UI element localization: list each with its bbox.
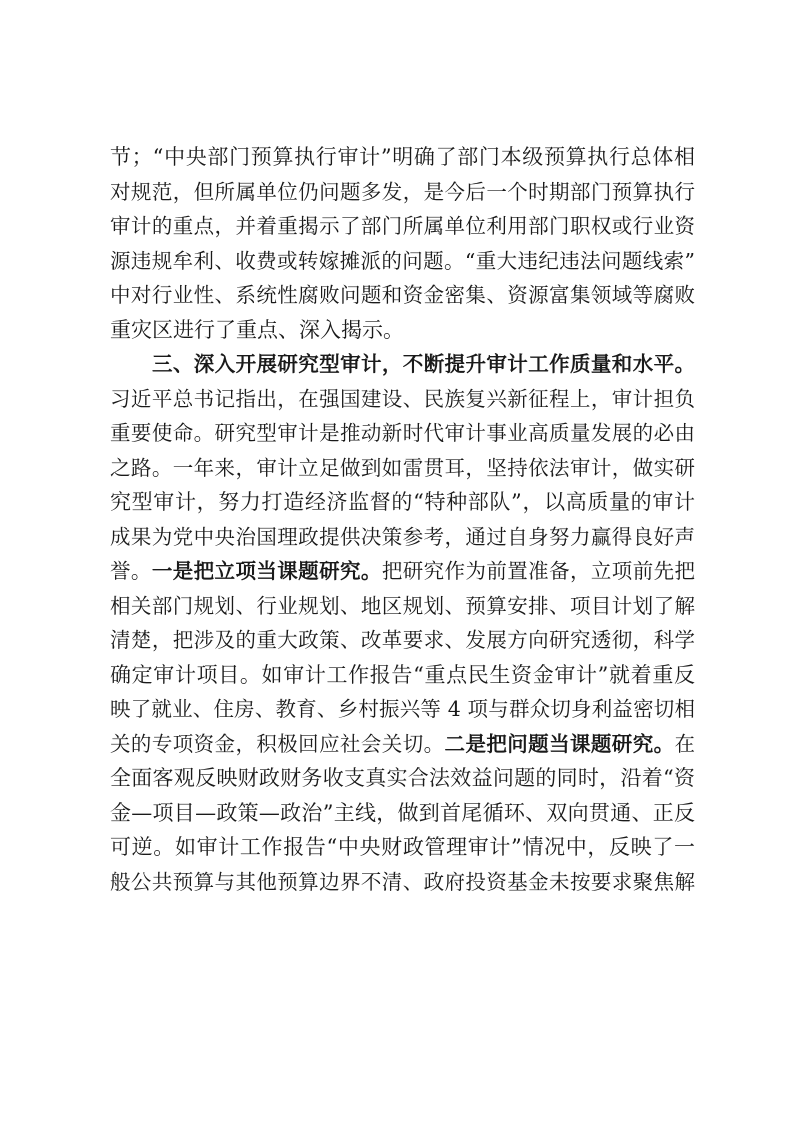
text-run: 全面客观反映财政财务收支真实合法效益问题的同时，沿着“资 xyxy=(110,766,695,790)
text-run: 中对行业性、系统性腐败问题和资金密集、资源富集领域等腐败 xyxy=(110,283,695,307)
text-line xyxy=(110,416,695,451)
text-line xyxy=(110,865,695,900)
text-line xyxy=(110,313,695,348)
text-run: 重灾区进行了重点、深入揭示。 xyxy=(110,317,404,342)
text-run: 映了就业、住房、教育、乡村振兴等 4 项与群众切身利益密切相 xyxy=(110,697,695,721)
text-run: 把研究作为前置准备，立项前先把 xyxy=(381,559,695,583)
bold-lead-phrase: 一是把立项当课题研究。 xyxy=(151,559,382,583)
text-run: 源违规牟利、收费或转嫁摊派的问题。“重大违纪违法问题线索” xyxy=(110,248,695,273)
text-run: 之路。一年来，审计立足做到如雷贯耳，坚持依法审计，做实研 xyxy=(110,455,695,480)
text-run: 相关部门规划、行业规划、地区规划、预算安排、项目计划了解 xyxy=(110,593,695,618)
text-line xyxy=(110,175,695,210)
document-body xyxy=(110,140,695,899)
text-line xyxy=(110,485,695,520)
text-line xyxy=(110,589,695,624)
text-run: 节；“中央部门预算执行审计”明确了部门本级预算执行总体相 xyxy=(110,145,695,169)
text-run: 习近平总书记指出，在强国建设、民族复兴新征程上，审计担负 xyxy=(110,386,695,411)
text-line xyxy=(110,244,695,279)
text-line xyxy=(110,554,695,589)
text-line xyxy=(110,692,695,727)
text-line xyxy=(110,658,695,693)
text-line xyxy=(110,140,695,175)
text-line xyxy=(110,623,695,658)
text-run: 究型审计，努力打造经济监督的“特种部队”，以高质量的审计 xyxy=(110,490,695,514)
text-line xyxy=(110,451,695,486)
bold-lead-phrase: 二是把问题当课题研究。 xyxy=(444,731,675,756)
text-run: 金—项目—政策—政治”主线，做到首尾循环、双向贯通、正反 xyxy=(110,800,695,825)
text-run: 清楚，把涉及的重大政策、改革要求、发展方向研究透彻，科学 xyxy=(110,628,695,652)
text-run: 誉。 xyxy=(110,559,152,583)
text-run: 审计的重点，并着重揭示了部门所属单位利用部门职权或行业资 xyxy=(110,214,695,238)
text-line xyxy=(110,761,695,796)
text-run: 确定审计项目。如审计工作报告“重点民生资金审计”就着重反 xyxy=(110,662,695,687)
text-run: 可逆。如审计工作报告“中央财政管理审计”情况中，反映了一 xyxy=(110,835,695,859)
text-run: 般公共预算与其他预算边界不清、政府投资基金未按要求聚焦解 xyxy=(110,869,695,894)
text-line xyxy=(110,382,695,417)
text-line xyxy=(110,278,695,313)
text-run: 在 xyxy=(674,731,695,756)
text-line xyxy=(110,209,695,244)
text-run: 重要使命。研究型审计是推动新时代审计事业高质量发展的必由 xyxy=(110,421,695,445)
section-heading xyxy=(110,347,695,382)
text-line xyxy=(110,520,695,555)
heading-text: 三、深入开展研究型审计，不断提升审计工作质量和水平。 xyxy=(152,352,695,376)
text-run: 关的专项资金，积极回应社会关切。 xyxy=(110,731,445,756)
text-run: 成果为党中央治国理政提供决策参考，通过自身努力赢得良好声 xyxy=(110,524,695,549)
text-run: 对规范，但所属单位仍问题多发，是今后一个时期部门预算执行 xyxy=(110,179,695,204)
text-line xyxy=(110,727,695,762)
text-line xyxy=(110,796,695,831)
text-line xyxy=(110,830,695,865)
